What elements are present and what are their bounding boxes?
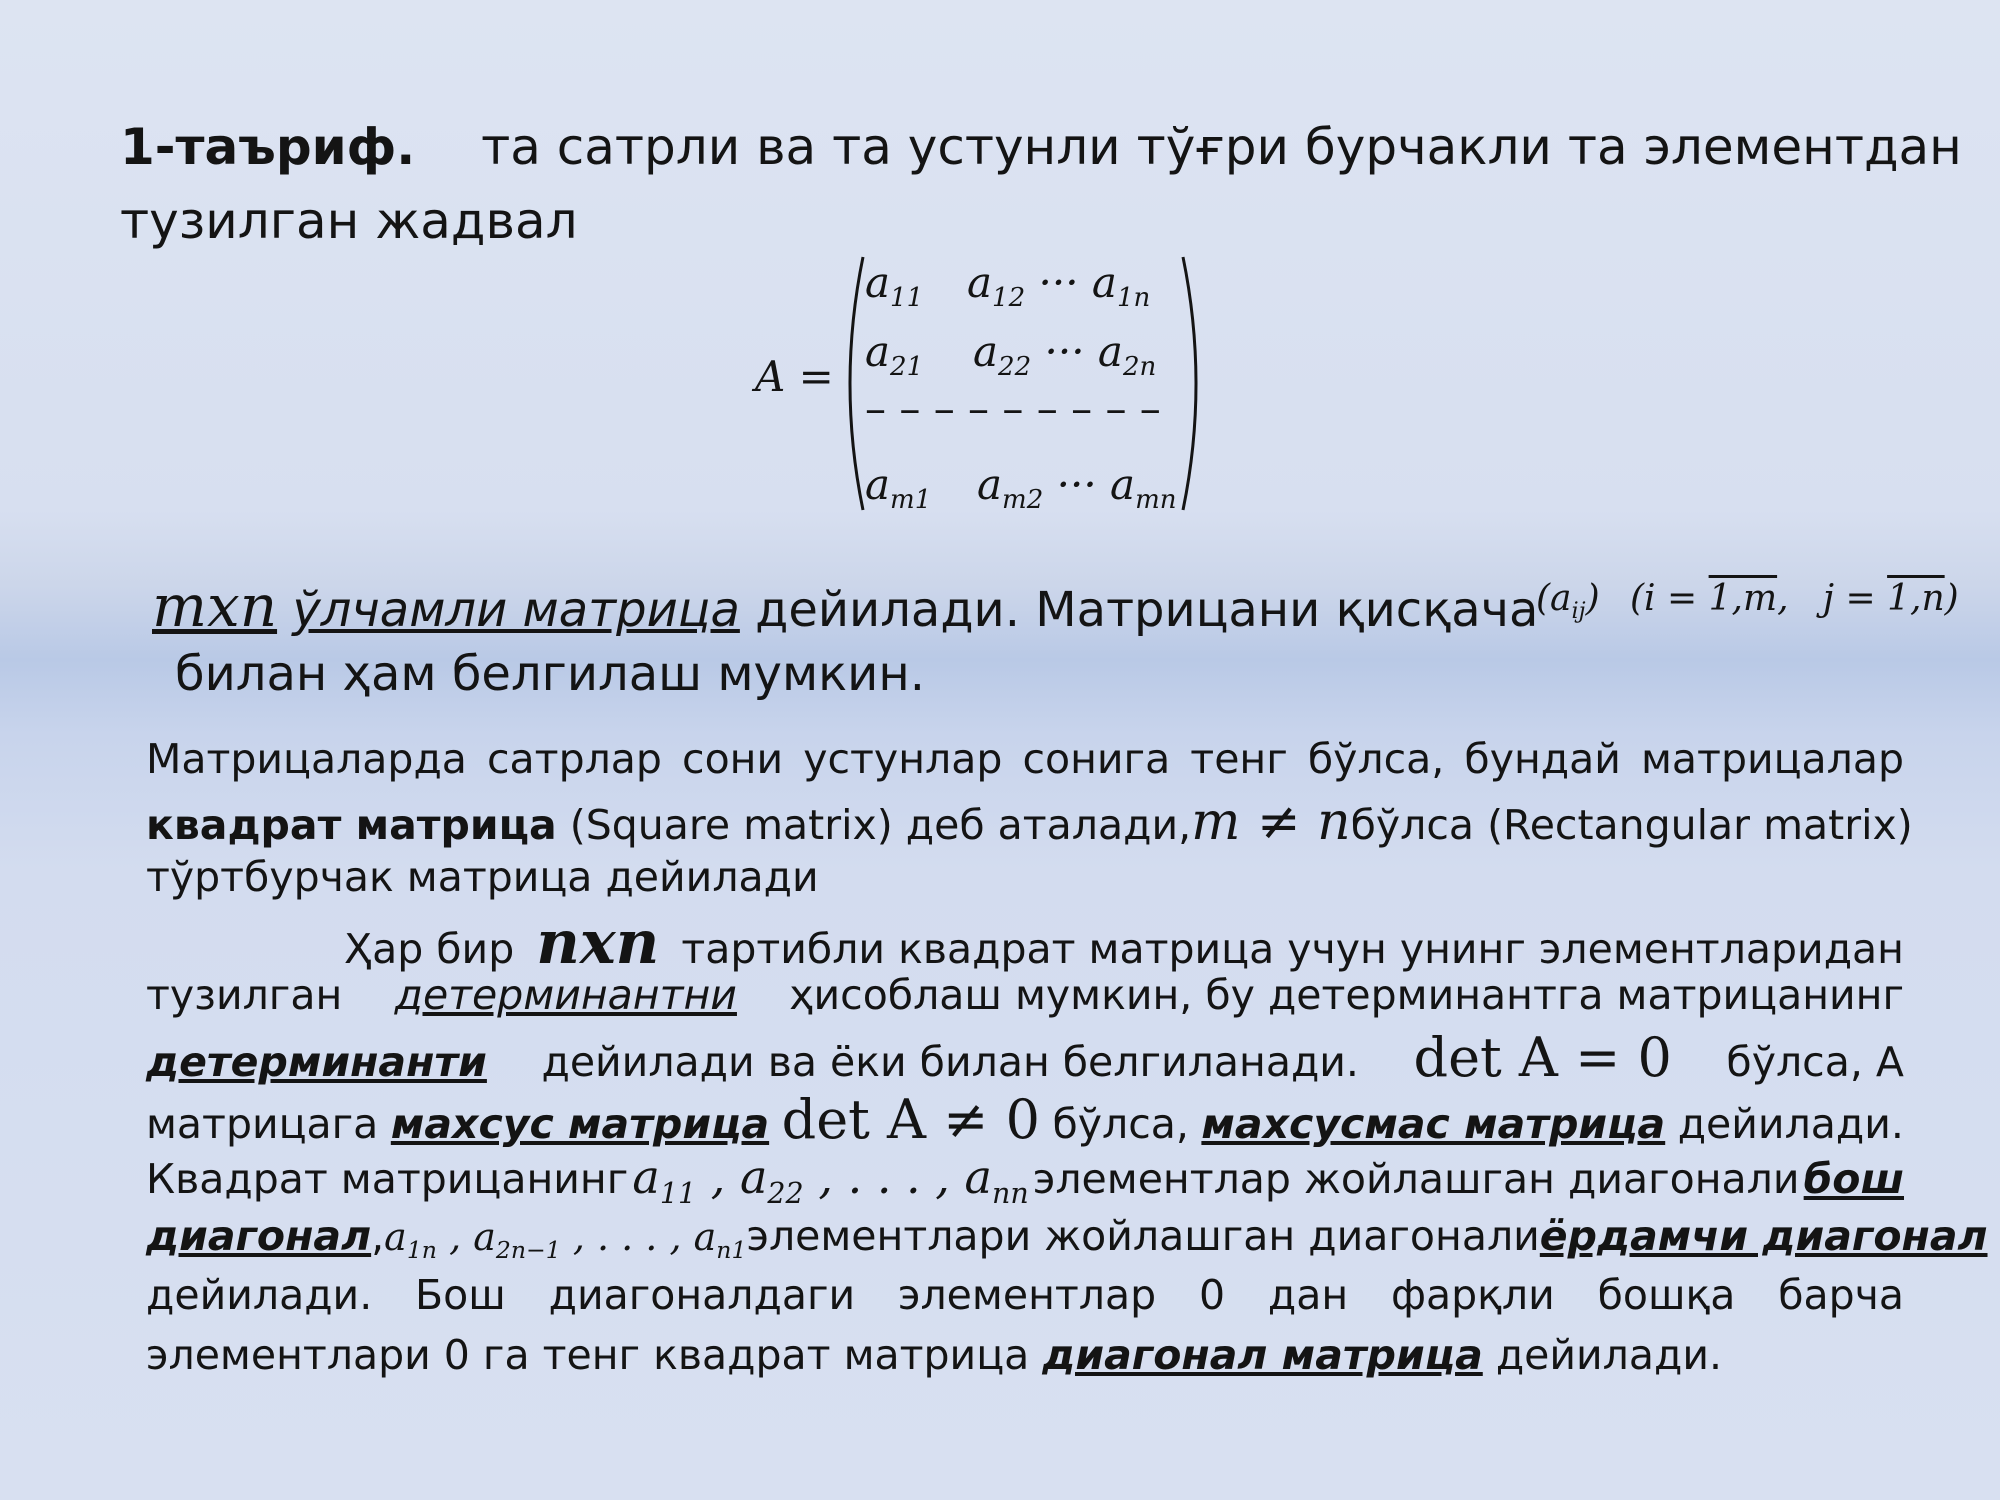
para2-l2-text: тузилган: [146, 971, 343, 1019]
size-sentence-line-2: билан ҳам белгилаш мумкин.: [175, 646, 925, 702]
para2-l3-rest: дейилади ва ёки билан белгиланади.: [541, 1038, 1359, 1086]
determinant-link: детерминантни: [394, 971, 737, 1019]
diagonal-link: диагонал: [146, 1212, 372, 1260]
main-diagonal-elements: $a_{11}$ , $a_{22}$ , . . . , $a_{nn}$: [632, 1150, 1029, 1210]
matrix-lhs: A =: [755, 352, 834, 401]
para2-line-3: [146, 1026, 1904, 1089]
para2-line-7: [146, 1271, 1904, 1319]
anti-diagonal-link: ёрдамчи диагонал: [1539, 1212, 1988, 1260]
para2-l7-text: дейилади. Бош диагоналдаги элементлар 0 дан фарқли бошқа барча: [146, 1271, 1904, 1319]
main-diagonal-link: бош: [1803, 1155, 1904, 1203]
matrix-a21: $a_{21}$: [865, 327, 924, 383]
para2-lead-rest: тартибли квадрат матрица учун унинг элементларидан: [681, 925, 1904, 973]
singular-matrix-link: махсус матрица: [390, 1100, 770, 1148]
para2-l6-b: элементлари жойлашган диагонали: [746, 1212, 1540, 1260]
det-eq-zero: det A = 0: [1413, 1026, 1672, 1089]
rectangular-en: бўлса (Rectangular matrix): [1350, 801, 1913, 849]
definition-title: 1-таъриф.: [120, 118, 416, 176]
para1-line-2: [146, 792, 1913, 852]
matrix-row2-rest: $a_{22}$ ··· $a_{2n}$: [973, 327, 1157, 383]
size-matrix-link: ўлчамли матрица: [292, 582, 740, 638]
square-matrix-term: квадрат матрица: [146, 801, 557, 849]
definition-text: та сатрли ва та устунли тўғри бурчакли та элементдан: [481, 118, 1962, 176]
size-sentence-line-1: [152, 572, 1538, 640]
size-sentence-text: дейилади. Матрицани қисқача: [755, 582, 1539, 638]
para2-lead: Ҳар бир: [344, 925, 515, 973]
para2-l4-text: матрицага: [146, 1100, 379, 1148]
para1-line1-text: Матрицаларда сатрлар сони устунлар сонига тенг бўлса, бундай матрицалар: [146, 735, 1904, 783]
matrix-dash-row: – – – – – – – – –: [865, 384, 1161, 433]
anti-diagonal-elements: $a_{1n}$ , $a_{2n-1}$ , . . . , $a_{n1}$: [384, 1215, 747, 1265]
para2-line-6: $диагонал,a_{1n}$ , $a_{2n-1}$ , . . . , $a_{n1}$ элементлари жойлашган диагонали ёрдамчи диагонал: [146, 1212, 1988, 1265]
definition-line-1: [120, 118, 1962, 176]
nxn-symbol: nxn: [536, 908, 660, 978]
para2-l5-b: элементлар жойлашган диагонали: [1032, 1155, 1800, 1203]
para2-line-5: [146, 1150, 1904, 1210]
matrix-a11: $a_{11}$: [865, 258, 924, 314]
para2-l4-b: бўлса,: [1052, 1100, 1189, 1148]
m-neq-n: m ≠ n: [1191, 792, 1351, 852]
para2-l2-rest: ҳисоблаш мумкин, бу детерминантга матрицанинг: [789, 971, 1904, 1019]
para2-line-2: [146, 971, 1904, 1019]
para2-l8-end: дейилади.: [1495, 1331, 1723, 1379]
square-matrix-en: (Square matrix) деб аталади,: [569, 801, 1192, 849]
mxn-symbol: mxn: [152, 572, 278, 640]
short-notation: $(a_{ij})$: [1536, 578, 1600, 624]
matrix-row1-rest: $a_{12}$ ··· $a_{1n}$: [967, 258, 1151, 314]
para2-l5-text: Квадрат матрицанинг: [146, 1155, 629, 1203]
para1-line-3: тўртбурчак матрица дейилади: [146, 853, 819, 901]
matrix-rowm-rest: $a_{m2}$ ··· $a_{mn}$: [977, 460, 1177, 516]
para2-l8-text: элементлари 0 га тенг квадрат матрица: [146, 1331, 1030, 1379]
para2-line-8: [146, 1331, 1722, 1379]
matrix-formula: [755, 252, 1205, 517]
definition-line-2: тузилган жадвал: [120, 192, 578, 250]
para2-l3-end: бўлса, A: [1726, 1038, 1904, 1086]
determinanti-link: детерминанти: [146, 1038, 487, 1086]
para2-l4-end: дейилади.: [1677, 1100, 1904, 1148]
index-notation: (i = 1,m, j = 1,n): [1630, 578, 1959, 619]
matrix-am1: $a_{m1}$: [865, 460, 932, 516]
para1-line-1: [146, 735, 1904, 783]
nonsingular-matrix-link: махсусмас матрица: [1201, 1100, 1666, 1148]
diagonal-matrix-link: диагонал матрица: [1042, 1331, 1483, 1379]
para2-line-4: [146, 1088, 1904, 1151]
det-neq-zero: det A ≠ 0: [781, 1088, 1040, 1151]
para2-line-1: [344, 908, 1904, 978]
